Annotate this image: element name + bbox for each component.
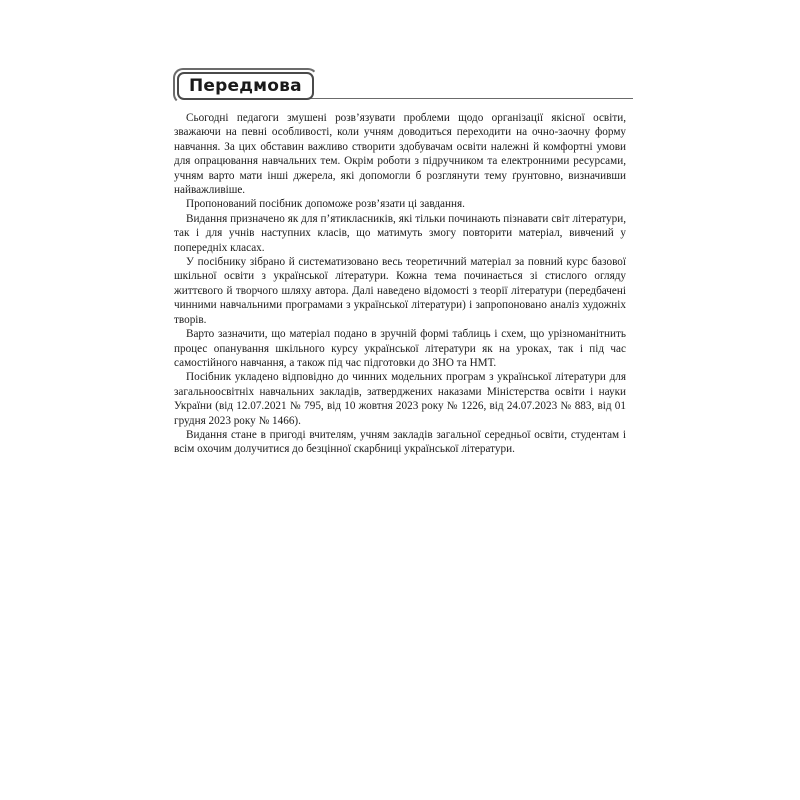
paragraph-1: Сьогодні педагоги змушені розв’язувати проблеми щодо організації якісної освіти, зважаючи на певні особливості, коли учням доводиться переходити на очно-заочну форму навчання. За цих обставин важливо створити здобувачам освіти належні й комфортні умови для опрацювання навчальних тем. Окрім роботи з підручником та електронними ресурсами, учням варто мати інші джерела, які допомогли б розглянути тему ґрунтовно, визначивши найважливіше.	[174, 112, 626, 197]
heading-underline	[281, 98, 633, 99]
heading-frame	[177, 72, 314, 100]
section-heading	[173, 68, 633, 104]
page-title: Передмова	[189, 76, 302, 96]
paragraph-7: Видання стане в пригоді вчителям, учням закладів загальної середньої освіти, студентам і всім охочим долучитися до безцінної скарбниці української літератури.	[174, 428, 626, 456]
paragraph-4: У посібнику зібрано й систематизовано весь теоретичний матеріал за повний курс базової шкільної освіти з української літератури. Кожна тема починається зі стислого огляду життєвого й творчого шляху автора. Далі наведено відомості з теорії літератури (передбачені чинними навчальними програмами з української літератури) і запропоновано аналіз художніх творів.	[174, 256, 626, 326]
paragraph-5: Варто зазначити, що матеріал подано в зручній формі таблиць і схем, що урізноманітнить процес опанування шкільного курсу української літератури як на уроках, так і під час самостійного навчання, а також під час підготовки до ЗНО та НМТ.	[174, 328, 626, 369]
paragraph-2: Пропонований посібник допоможе розв’язати ці завдання.	[186, 198, 465, 211]
paragraph-6: Посібник укладено відповідно до чинних модельних програм з української літератури для загальноосвітніх навчальних закладів, затверджених наказами Міністерства освіти і науки України (від 12.07.2021 № 795, від 10 жовтня 2023 року № 1226, від 24.07.2023 № 883, від 01 грудня 2023 року № 1466).	[174, 371, 626, 427]
paragraph-3: Видання призначено як для п’ятикласників, які тільки починають пізнавати світ літератури, так і для учнів наступних класів, що матимуть змогу повторити матеріал, вивчений у попередніх класах.	[174, 212, 626, 254]
body-text	[174, 111, 626, 457]
